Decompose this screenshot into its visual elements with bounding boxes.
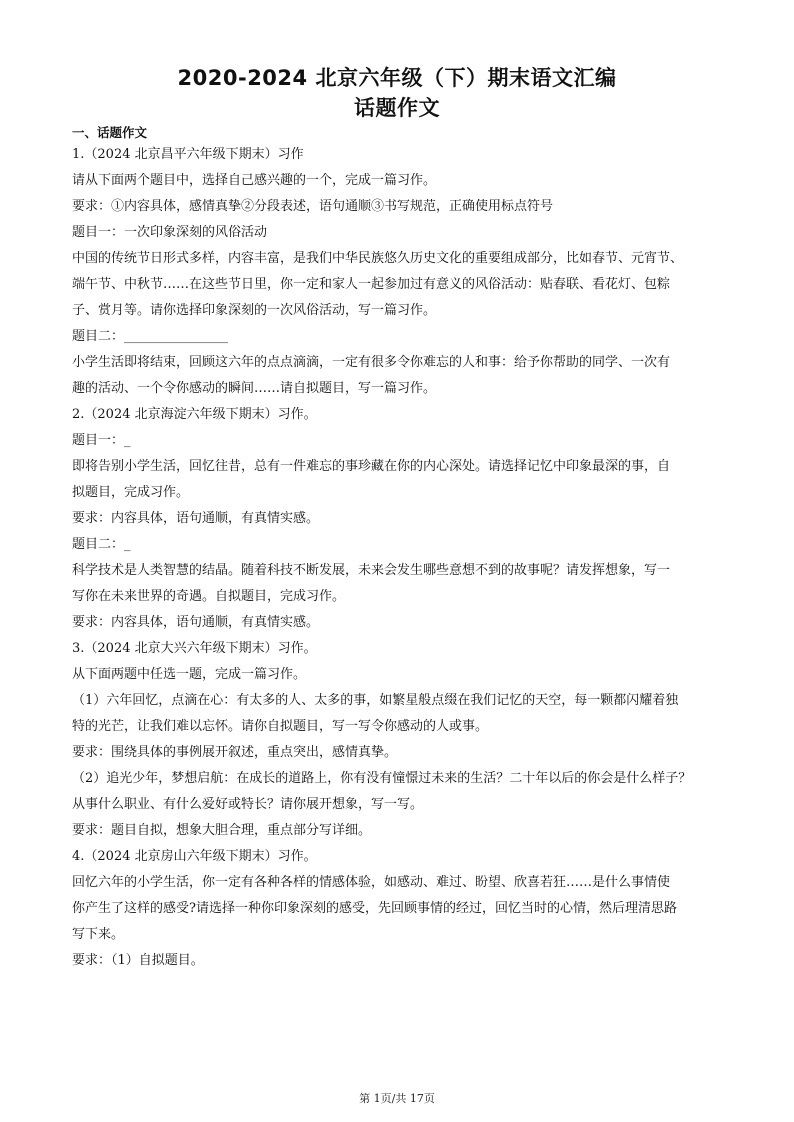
text-line: 你产生了这样的感受?请选择一种你印象深刻的感受，先回顾事情的经过，回忆当时的心情，然后理清思路 xyxy=(72,901,677,916)
text-line: （1）六年回忆，点滴在心：有太多的人、太多的事，如繁星般点缀在我们记忆的天空，每一颗都闪耀着独 xyxy=(72,693,679,708)
text-line: 要求：内容具体，语句通顺，有真情实感。 xyxy=(72,511,320,526)
text-line: 要求：①内容具体，感情真挚②分段表述，语句通顺③书写规范，正确使用标点符号 xyxy=(72,199,554,214)
page-number: 第 1页/共 17页 xyxy=(359,1092,435,1105)
text-line: 小学生活即将结束，回顾这六年的点点滴滴，一定有很多令你难忘的人和事：给予你帮助的同学、一次有 xyxy=(72,355,671,370)
text-line: 回忆六年的小学生活，你一定有各种各样的情感体验，如感动、难过、盼望、欣喜若狂……是什么事情使 xyxy=(72,875,671,890)
text-line: 3.（2024 北京大兴六年级下期末）习作。 xyxy=(72,641,317,656)
text-line: 趣的活动、一个令你感动的瞬间……请自拟题目，写一篇习作。 xyxy=(72,381,437,396)
text-line: 2.（2024 北京海淀六年级下期末）习作。 xyxy=(72,407,317,422)
text-line: 即将告别小学生活，回忆往昔，总有一件难忘的事珍藏在你的内心深处。请选择记忆中印象最深的事，自 xyxy=(72,459,671,474)
text-line: 题目二：________________ xyxy=(72,329,229,344)
text-line: 4.（2024 北京房山六年级下期末）习作。 xyxy=(72,849,317,864)
text-line: 写下来。 xyxy=(72,927,125,942)
text-line: 要求：题目自拟，想象大胆合理，重点部分写详细。 xyxy=(72,823,372,838)
text-line: 题目二：_ xyxy=(72,537,131,552)
text-line: 特的光芒，让我们难以忘怀。请你自拟题目，写一写令你感动的人或事。 xyxy=(72,719,489,734)
text-line: 拟题目，完成习作。 xyxy=(72,485,190,500)
text-line: 要求：围绕具体的事例展开叙述，重点突出，感情真挚。 xyxy=(72,745,398,760)
text-line: 写你在未来世界的奇遇。自拟题目，完成习作。 xyxy=(72,589,346,604)
text-line: 1.（2024 北京昌平六年级下期末）习作 xyxy=(72,147,304,162)
text-line: 从事什么职业、有什么爱好或特长？请你展开想象，写一写。 xyxy=(72,797,424,812)
text-line: 要求：内容具体，语句通顺，有真情实感。 xyxy=(72,615,320,630)
text-line: 题目一：一次印象深刻的风俗活动 xyxy=(72,225,268,240)
document-subtitle: 话题作文 xyxy=(354,96,440,120)
text-line: 端午节、中秋节……在这些节日里，你一定和家人一起参加过有意义的风俗活动：贴春联、看花灯、包粽 xyxy=(72,277,671,292)
text-line: （2）追光少年，梦想启航：在成长的道路上，你有没有憧憬过未来的生活？二十年以后的你会是什么样子？ xyxy=(72,771,692,786)
text-line: 从下面两题中任选一题，完成一篇习作。 xyxy=(72,667,307,682)
document-body xyxy=(72,124,727,974)
text-line: 中国的传统节日形式多样，内容丰富，是我们中华民族悠久历史文化的重要组成部分，比如春节、元宵节、 xyxy=(72,251,684,266)
text-line: 请从下面两个题目中，选择自己感兴趣的一个，完成一篇习作。 xyxy=(72,173,437,188)
text-line: 题目一：_ xyxy=(72,433,131,448)
text-line: 要求：（1）自拟题目。 xyxy=(72,953,204,968)
document-title: 2020-2024 北京六年级（下）期末语文汇编 xyxy=(177,66,617,90)
section-heading: 一、话题作文 xyxy=(72,125,148,140)
text-line: 子、赏月等。请你选择印象深刻的一次风俗活动，写一篇习作。 xyxy=(72,303,437,318)
text-line: 科学技术是人类智慧的结晶。随着科技不断发展，未来会发生哪些意想不到的故事呢？请发挥想象，写一 xyxy=(72,563,671,578)
